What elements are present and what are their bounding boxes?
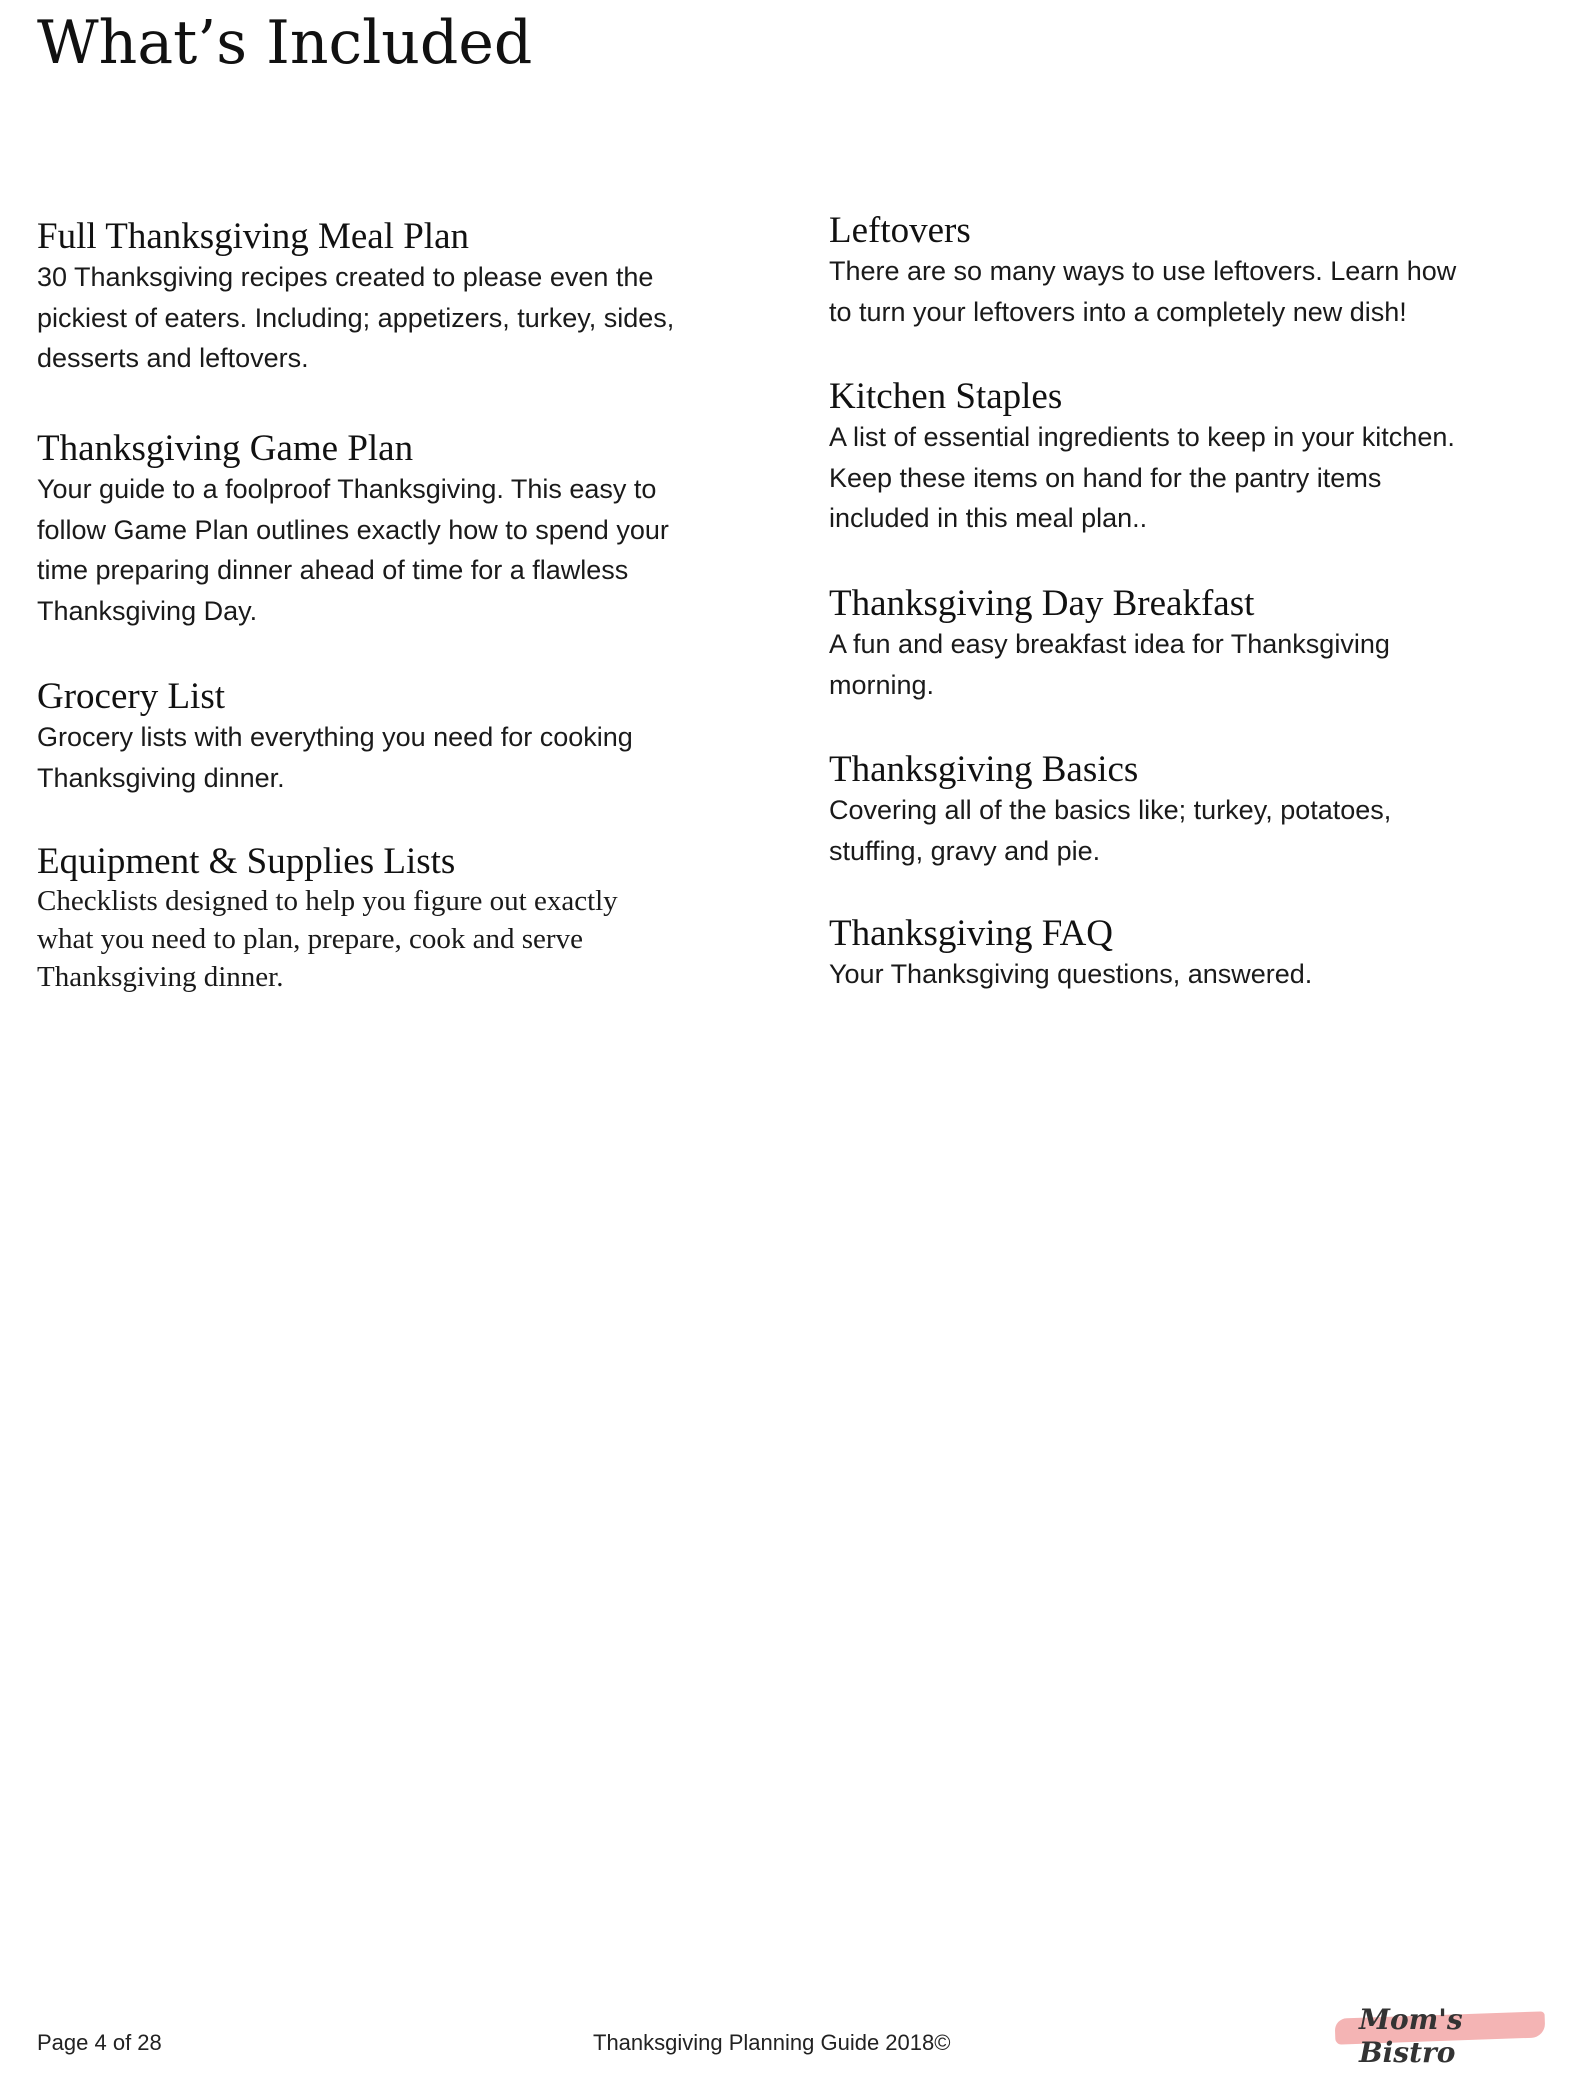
section-body-line: Grocery lists with everything you need for cooking — [37, 722, 633, 752]
section-body-line: desserts and leftovers. — [37, 343, 309, 373]
logo-text: Mom's Bistro — [1359, 2003, 1463, 2069]
section-body-line: Covering all of the basics like; turkey, potatoes, — [829, 795, 1392, 825]
section-body-line: There are so many ways to use leftovers. Learn how — [829, 256, 1457, 286]
section-left-2 — [37, 677, 757, 798]
section-body-line: A list of essential ingredients to keep in your kitchen. — [829, 422, 1455, 452]
section-body-line: A fun and easy breakfast idea for Thanksgiving — [829, 629, 1390, 659]
moms-bistro-logo — [1335, 2003, 1545, 2069]
section-right-0 — [829, 211, 1549, 332]
section-body-line: what you need to plan, prepare, cook and serve — [37, 923, 583, 955]
section-body-line: Keep these items on hand for the pantry items — [829, 462, 1382, 493]
section-right-4 — [829, 914, 1549, 995]
section-heading: Kitchen Staples — [829, 376, 1063, 417]
page-title: What’s Included — [37, 8, 533, 78]
footer-title: Thanksgiving Planning Guide 2018© — [593, 2030, 951, 2055]
section-body-line: Thanksgiving dinner. — [37, 961, 284, 993]
section-body-line: Thanksgiving Day. — [37, 595, 258, 626]
section-body-line: Checklists designed to help you figure out exactly — [37, 885, 618, 917]
section-body-line: Your guide to a foolproof Thanksgiving. This easy to — [37, 474, 657, 504]
section-body-line: follow Game Plan outlines exactly how to spend your — [37, 514, 669, 545]
section-body-line: 30 Thanksgiving recipes created to please even the — [37, 262, 654, 292]
section-body-line: Your Thanksgiving questions, answered. — [829, 959, 1313, 989]
section-heading: Thanksgiving Day Breakfast — [829, 583, 1255, 624]
section-heading: Grocery List — [37, 676, 226, 717]
section-left-0 — [37, 217, 757, 379]
section-heading: Thanksgiving FAQ — [829, 913, 1114, 954]
section-right-2 — [829, 584, 1549, 705]
section-heading: Full Thanksgiving Meal Plan — [37, 216, 470, 257]
section-body-line: time preparing dinner ahead of time for a flawless — [37, 555, 629, 585]
section-heading: Equipment & Supplies Lists — [37, 841, 456, 882]
section-body-line: to turn your leftovers into a completely new dish! — [829, 296, 1407, 327]
section-body-line: stuffing, gravy and pie. — [829, 835, 1101, 866]
section-body-line: morning. — [829, 669, 935, 700]
section-heading: Thanksgiving Basics — [829, 749, 1139, 790]
section-left-1 — [37, 429, 757, 631]
section-body-line: included in this meal plan.. — [829, 503, 1148, 533]
section-left-3 — [37, 842, 757, 996]
section-heading: Thanksgiving Game Plan — [37, 428, 414, 469]
section-right-3 — [829, 750, 1549, 871]
page-number: Page 4 of 28 — [37, 2030, 162, 2055]
section-body-line: Thanksgiving dinner. — [37, 762, 285, 793]
section-right-1 — [829, 377, 1549, 539]
section-body-line: pickiest of eaters. Including; appetizers, turkey, sides, — [37, 302, 675, 333]
section-heading: Leftovers — [829, 210, 971, 251]
